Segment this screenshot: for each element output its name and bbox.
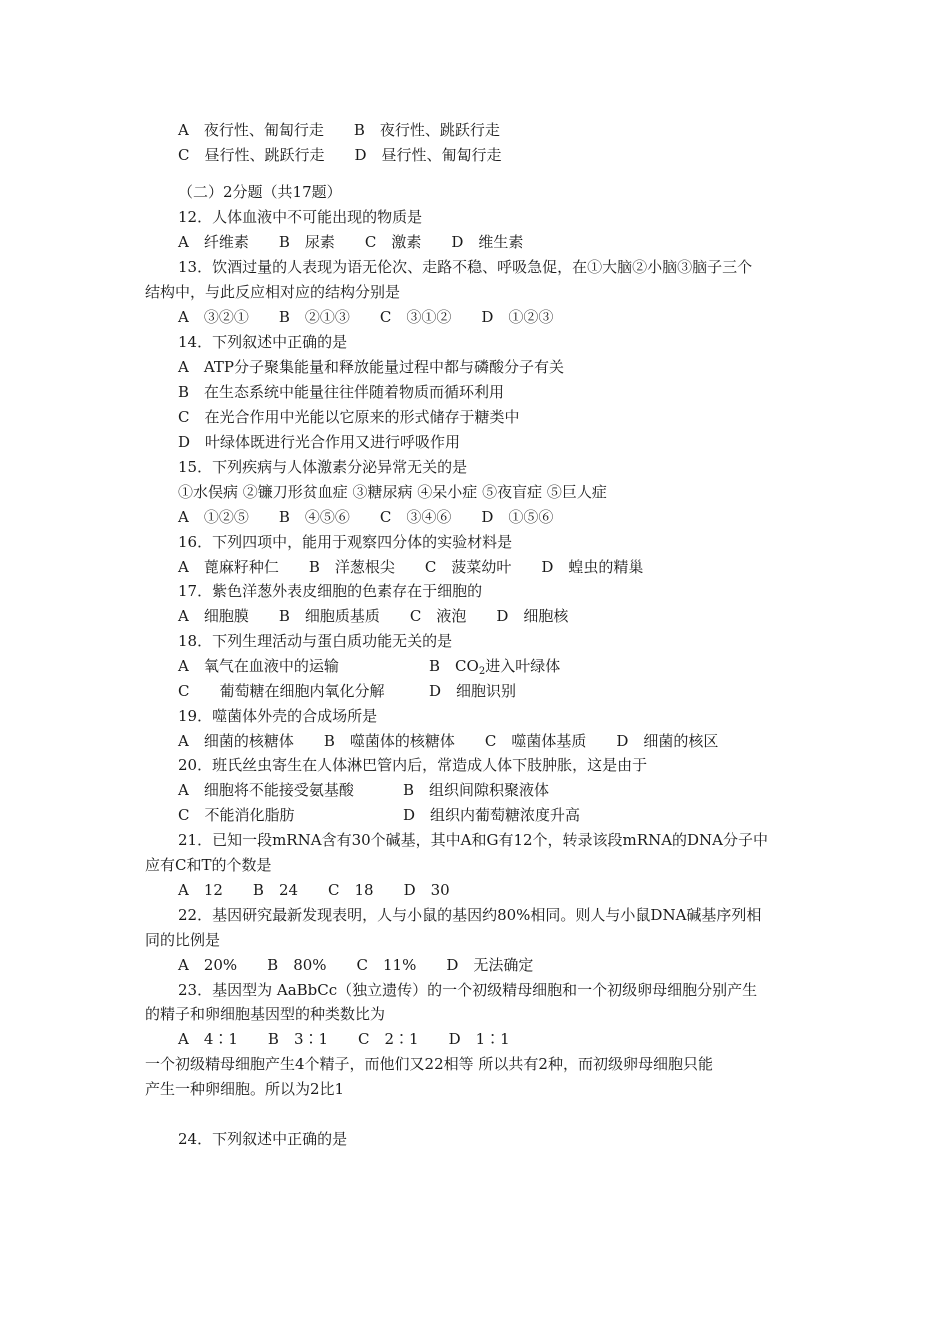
q15-options: A ①②⑤ B ④⑤⑥ C ③④⑥ D ①⑤⑥: [178, 508, 554, 526]
q22-stem-line-2: 同的比例是: [145, 931, 221, 949]
q11-options-line-2: C 昼行性、跳跃行走 D 昼行性、匍匐行走: [178, 146, 502, 164]
section-header: （二）2分题（共17题）: [178, 183, 342, 201]
q14-option-c: C 在光合作用中光能以它原来的形式储存于糖类中: [178, 408, 520, 426]
q17-stem: 17．紫色洋葱外表皮细胞的色素存在于细胞的: [178, 582, 483, 600]
q12-stem: 12．人体血液中不可能出现的物质是: [178, 208, 423, 226]
q18-option-b: [429, 656, 560, 676]
q23-stem-line-1: 23．基因型为 AaBbCc（独立遗传）的一个初级精母细胞和一个初级卵母细胞分别产生: [178, 981, 758, 999]
q16-stem: 16．下列四项中，能用于观察四分体的实验材料是: [178, 533, 513, 551]
q18-option-b-prefix: B CO: [429, 657, 479, 675]
q18-option-b-suffix: 进入叶绿体: [485, 657, 561, 675]
q20-option-d: D 组织内葡萄糖浓度升高: [403, 806, 581, 824]
q20-stem: 20．班氏丝虫寄生在人体淋巴管内后，常造成人体下肢肿胀，这是由于: [178, 756, 648, 774]
q12-options: A 纤维素 B 尿素 C 激素 D 维生素: [178, 233, 524, 251]
q19-stem: 19．噬菌体外壳的合成场所是: [178, 707, 378, 725]
q14-option-b: B 在生态系统中能量往往伴随着物质而循环利用: [178, 383, 505, 401]
q23-note-line-1: 一个初级精母细胞产生4个精子，而他们又22相等 所以共有2种，而初级卵母细胞只能: [145, 1055, 713, 1073]
q11-options-line-1: A 夜行性、匍匐行走 B 夜行性、跳跃行走: [178, 121, 500, 139]
q20-option-a: A 细胞将不能接受氨基酸: [178, 781, 354, 799]
q16-options: A 蓖麻籽种仁 B 洋葱根尖 C 菠菜幼叶 D 蝗虫的精巢: [178, 558, 644, 576]
q21-stem-line-1: 21．已知一段mRNA含有30个碱基，其中A和G有12个，转录该段mRNA的DNA分子中: [178, 831, 769, 849]
q21-options: A 12 B 24 C 18 D 30: [178, 881, 450, 899]
q20-option-c: C 不能消化脂肪: [178, 806, 295, 824]
q20-option-b: B 组织间隙积聚液体: [403, 781, 550, 799]
q22-stem-line-1: 22．基因研究最新发现表明，人与小鼠的基因约80%相同。则人与小鼠DNA碱基序列相: [178, 906, 762, 924]
q19-options: A 细菌的核糖体 B 噬菌体的核糖体 C 噬菌体基质 D 细菌的核区: [178, 732, 719, 750]
q14-option-d: D 叶绿体既进行光合作用又进行呼吸作用: [178, 433, 461, 451]
q13-options: A ③②① B ②①③ C ③①② D ①②③: [178, 308, 554, 326]
q22-options: A 20% B 80% C 11% D 无法确定: [178, 956, 534, 974]
q13-stem-line-1: 13．饮酒过量的人表现为语无伦次、走路不稳、呼吸急促，在①大脑②小脑③脑子三个: [178, 258, 753, 276]
q18-option-b-subscript: 2: [478, 666, 486, 677]
q17-options: A 细胞膜 B 细胞质基质 C 液泡 D 细胞核: [178, 607, 569, 625]
q24-stem: 24．下列叙述中正确的是: [178, 1130, 348, 1148]
q23-note-line-2: 产生一种卵细胞。所以为2比1: [145, 1080, 345, 1098]
q23-options: A 4∶1 B 3∶1 C 2∶1 D 1∶1: [178, 1030, 510, 1048]
q14-option-a: A ATP分子聚集能量和释放能量过程中都与磷酸分子有关: [178, 358, 564, 376]
q14-stem: 14．下列叙述中正确的是: [178, 333, 348, 351]
q23-stem-line-2: 的精子和卵细胞基因型的种类数比为: [145, 1005, 386, 1023]
q13-stem-line-2: 结构中，与此反应相对应的结构分别是: [145, 283, 401, 301]
q15-stem: 15．下列疾病与人体激素分泌异常无关的是: [178, 458, 468, 476]
q18-option-a: A 氧气在血液中的运输: [178, 657, 339, 675]
q21-stem-line-2: 应有C和T的个数是: [145, 856, 272, 874]
q18-option-c: C 葡萄糖在细胞内氧化分解: [178, 682, 385, 700]
q18-stem: 18．下列生理活动与蛋白质功能无关的是: [178, 632, 453, 650]
q15-disease-list: ①水俣病 ②镰刀形贫血症 ③糖尿病 ④呆小症 ⑤夜盲症 ⑤巨人症: [178, 483, 607, 501]
q18-option-d: D 细胞识别: [429, 682, 517, 700]
